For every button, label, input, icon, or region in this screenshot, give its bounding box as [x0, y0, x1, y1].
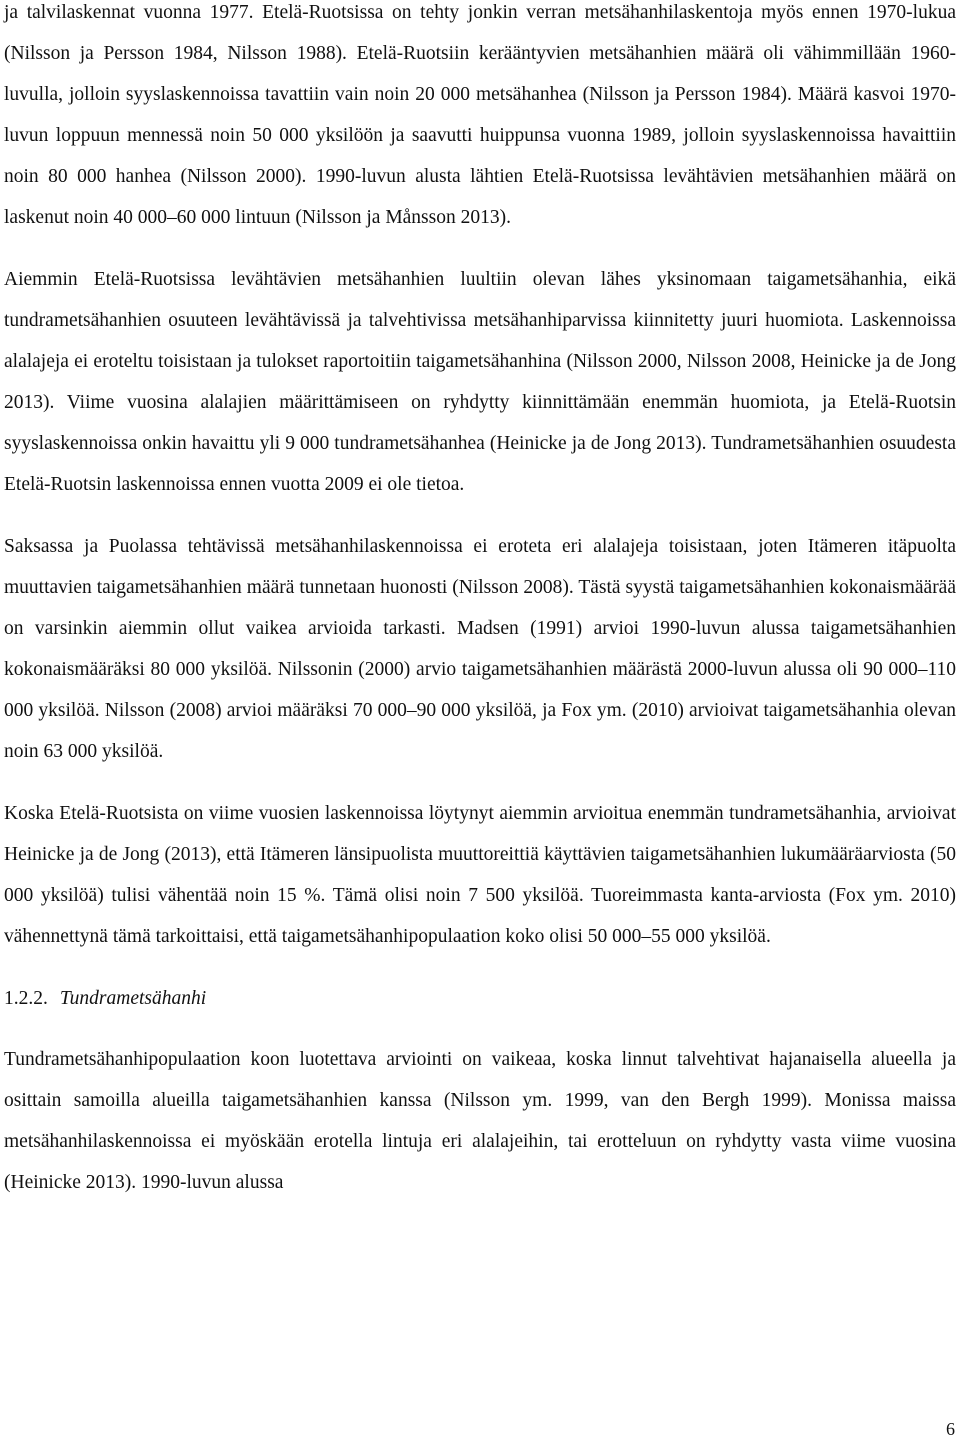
document-body: [4, 0, 956, 1224]
paragraph-population-estimates: Saksassa ja Puolassa tehtävissä metsähanhilaskennoissa ei eroteta eri alalajeja toisistaan, joten Itämeren itäpuolta muuttavien taigametsähanhien määrä tunnetaan huonosti (Nilsson 2008). Tästä syystä taigametsähanhien kokonaismäärää on varsinkin aiemmin ollut vaikea arvioida tarkasti. Madsen (1991) arvioi 1990-luvun alussa taigametsähanhien kokonaismääräksi 80 000 yksilöä. Nilssonin (2000) arvio taigametsähanhien määrästä 2000-luvun alussa oli 90 000–110 000 yksilöä. Nilsson (2008) arvioi määräksi 70 000–90 000 yksilöä, ja Fox ym. (2010) arvioivat taigametsähanhia olevan noin 63 000 yksilöä.: [4, 536, 956, 762]
section-heading: [4, 978, 956, 1019]
paragraph-subspecies-identification: Aiemmin Etelä-Ruotsissa levähtävien metsähanhien luultiin olevan lähes yksinomaan taigametsähanhia, eikä tundrametsähanhien osuuteen levähtävissä ja talvehtivissa metsähanhiparvissa kiinnitetty juuri huomiota. Laskennoissa alalajeja ei eroteltu toisistaan ja tulokset raportoitiin taigametsähanhina (Nilsson 2000, Nilsson 2008, Heinicke ja de Jong 2013). Viime vuosina alalajien määrittämiseen on ryhdytty kiinnittämään enemmän huomiota, ja Etelä-Ruotsin syyslaskennoissa onkin havaittu yli 9 000 tundrametsähanhea (Heinicke ja de Jong 2013). Tundrametsähanhien osuudesta Etelä-Ruotsin laskennoissa ennen vuotta 2009 ei ole tietoa.: [4, 269, 956, 495]
page-number: 6: [946, 1419, 955, 1439]
paragraph-population-correction: Koska Etelä-Ruotsista on viime vuosien laskennoissa löytynyt aiemmin arvioitua enemmän tundrametsähanhia, arvioivat Heinicke ja de Jong (2013), että Itämeren länsipuolista muuttoreittiä käyttävien taigametsähanhien lukumääräarviosta (50 000 yksilöä) tulisi vähentää noin 15 %. Tämä olisi noin 7 500 yksilöä. Tuoreimmasta kanta-arviosta (Fox ym. 2010) vähennettynä tämä tarkoittaisi, että taigametsähanhipopulaation koko olisi 50 000–55 000 yksilöä.: [4, 803, 956, 947]
paragraph-goose-counts-history: ja talvilaskennat vuonna 1977. Etelä-Ruotsissa on tehty jonkin verran metsähanhilaskentoja myös ennen 1970-lukua (Nilsson ja Persson 1984, Nilsson 1988). Etelä-Ruotsiin kerääntyvien metsähanhien määrä oli vähimmillään 1960-luvulla, jolloin syyslaskennoissa tavattiin vain noin 20 000 metsähanhea (Nilsson ja Persson 1984). Määrä kasvoi 1970-luvun loppuun mennessä noin 50 000 yksilöön ja saavutti huippunsa vuonna 1989, jolloin syyslaskennoissa havaittiin noin 80 000 hanhea (Nilsson 2000). 1990-luvun alusta lähtien Etelä-Ruotsissa levähtävien metsähanhien määrä on laskenut noin 40 000–60 000 lintuun (Nilsson ja Månsson 2013).: [4, 2, 956, 228]
section-number: 1.2.2.: [4, 988, 48, 1009]
paragraph-tundra-bean-goose: Tundrametsähanhipopulaation koon luotettava arviointi on vaikeaa, koska linnut talvehtivat hajanaisella alueella ja osittain samoilla alueilla taigametsähanhien kanssa (Nilsson ym. 1999, van den Bergh 1999). Monissa maissa metsähanhilaskennoissa ei myöskään erotella lintuja eri alalajeihin, tai erotteluun on ryhdytty vasta viime vuosina (Heinicke 2013). 1990-luvun alussa: [4, 1049, 956, 1193]
section-title: Tundrametsähanhi: [59, 988, 207, 1009]
